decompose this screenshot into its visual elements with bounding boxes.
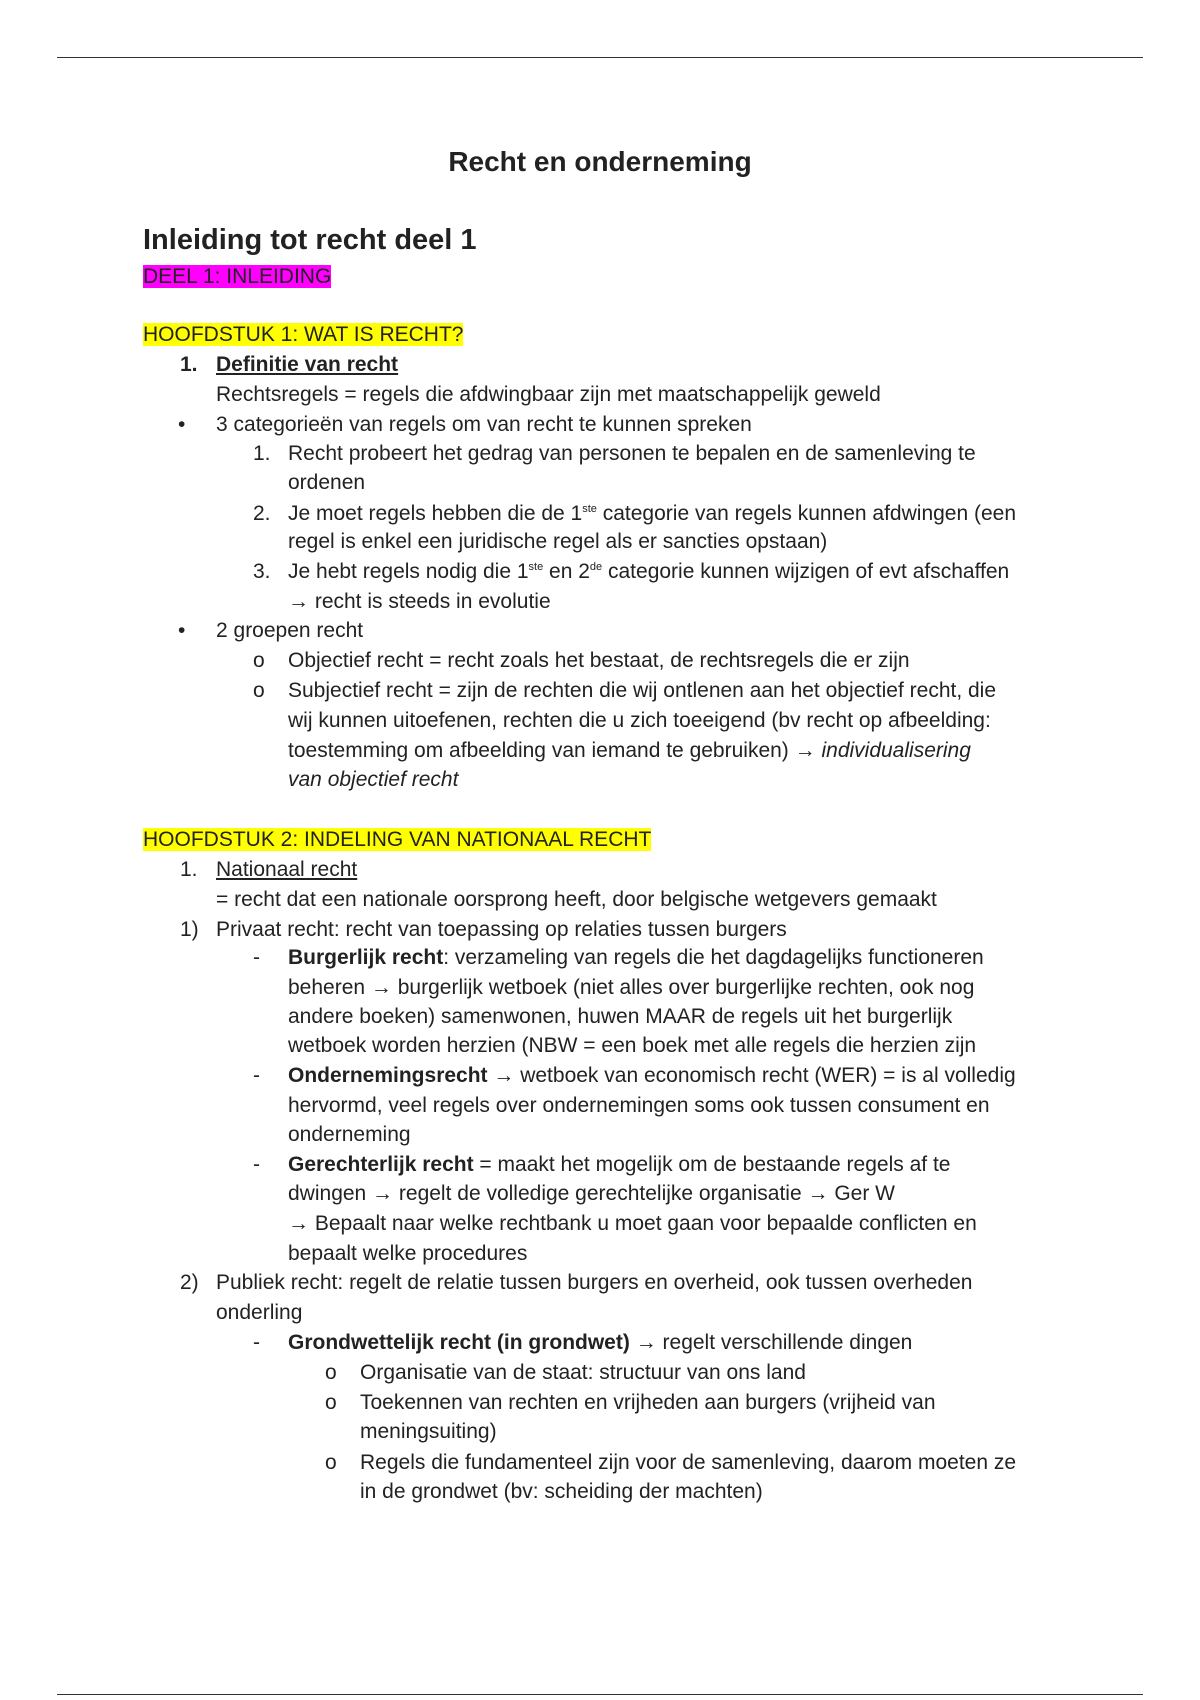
private-law: Privaat recht: recht van toepassing op relaties tussen burgers bbox=[216, 918, 787, 941]
constitution-point1: Organisatie van de staat: structuur van ons land bbox=[360, 1361, 806, 1384]
civil-law-line3: andere boeken) samenwonen, huwen MAAR de regels uit het burgerlijk bbox=[288, 1005, 953, 1028]
chapter1-title: HOOFDSTUK 1: WAT IS RECHT? bbox=[143, 323, 464, 346]
section-heading: Inleiding tot recht deel 1 bbox=[143, 224, 477, 256]
subjective-line2: wij kunnen uitoefenen, rechten die u zich toeeigend (bv recht op afbeelding: bbox=[288, 709, 991, 732]
civil-law-line1: Burgerlijk recht: verzameling van regels die het dagdagelijks functioneren bbox=[288, 946, 984, 969]
judicial-law-line2: dwingen → regelt de volledige gerechtelijke organisatie → Ger W bbox=[288, 1182, 895, 1205]
document-title: Recht en onderneming bbox=[448, 146, 752, 177]
business-law-line2: hervormd, veel regels over ondernemingen soms ook tussen consument en bbox=[288, 1094, 990, 1117]
dash-marker: - bbox=[253, 1064, 260, 1087]
public-law-line2: onderling bbox=[216, 1301, 303, 1324]
ch2-item1-title: Nationaal recht bbox=[216, 858, 358, 881]
cat1-line1: Recht probeert het gedrag van personen te bepalen en de samenleving te bbox=[288, 442, 976, 465]
subjective-line4: van objectief recht bbox=[288, 768, 459, 791]
cat3-number: 3. bbox=[253, 560, 271, 583]
constitution-point2-line1: Toekennen van rechten en vrijheden aan burgers (vrijheid van bbox=[360, 1391, 936, 1414]
header-rule bbox=[57, 57, 1143, 58]
ch1-item1-number: 1. bbox=[180, 353, 198, 376]
ch2-item1-number: 1. bbox=[180, 858, 198, 881]
cat3-line2: → recht is steeds in evolutie bbox=[288, 590, 551, 613]
ch1-definition: Rechtsregels = regels die afdwingbaar zijn met maatschappelijk geweld bbox=[216, 383, 881, 406]
judicial-law-line1: Gerechterlijk recht = maakt het mogelijk om de bestaande regels af te bbox=[288, 1153, 951, 1176]
subjective-line1: Subjectief recht = zijn de rechten die wij ontlenen aan het objectief recht, die bbox=[288, 679, 997, 702]
bullet-marker: • bbox=[178, 413, 186, 436]
cat2-line2: regel is enkel een juridische regel als er sancties opstaan) bbox=[288, 530, 828, 553]
footer-rule bbox=[57, 1694, 1143, 1695]
business-law-line3: onderneming bbox=[288, 1123, 411, 1146]
dash-marker: - bbox=[253, 1331, 260, 1354]
business-law-line1: Ondernemingsrecht → wetboek van economisch recht (WER) = is al volledig bbox=[288, 1064, 1016, 1087]
cat2-number: 2. bbox=[253, 502, 271, 525]
chapter2-title: HOOFDSTUK 2: INDELING VAN NATIONAAL RECHT bbox=[143, 828, 652, 851]
circle-marker: o bbox=[253, 679, 265, 702]
bullet-marker: • bbox=[178, 619, 186, 642]
cat2-line1: Je moet regels hebben die de 1ste categorie van regels kunnen afdwingen (een bbox=[288, 502, 1017, 525]
constitutional-law: Grondwettelijk recht (in grondwet) → regelt verschillende dingen bbox=[288, 1331, 913, 1354]
objective-right: Objectief recht = recht zoals het bestaat, de rechtsregels die er zijn bbox=[288, 649, 910, 672]
private-law-number: 1) bbox=[180, 918, 199, 941]
cat1-line2: ordenen bbox=[288, 471, 366, 494]
cat1-number: 1. bbox=[253, 442, 271, 465]
constitution-point3-line2: in de grondwet (bv: scheiding der machten) bbox=[360, 1480, 763, 1503]
cat3-line1: Je hebt regels nodig die 1ste en 2de categorie kunnen wijzigen of evt afschaffen bbox=[288, 560, 1010, 583]
judicial-law-line3: → Bepaalt naar welke rechtbank u moet gaan voor bepaalde conflicten en bbox=[288, 1212, 977, 1235]
circle-marker: o bbox=[325, 1361, 337, 1384]
constitution-point3-line1: Regels die fundamenteel zijn voor de samenleving, daarom moeten ze bbox=[360, 1451, 1017, 1474]
circle-marker: o bbox=[253, 649, 265, 672]
ch1-bullet1: 3 categorieën van regels om van recht te kunnen spreken bbox=[216, 413, 752, 436]
ch1-item1-title: Definitie van recht bbox=[216, 353, 399, 376]
judicial-law-line4: bepaalt welke procedures bbox=[288, 1242, 528, 1265]
dash-marker: - bbox=[253, 1153, 260, 1176]
ch1-bullet2: 2 groepen recht bbox=[216, 619, 364, 642]
part-label: DEEL 1: INLEIDING bbox=[143, 265, 332, 288]
constitution-point2-line2: meningsuiting) bbox=[360, 1420, 497, 1443]
circle-marker: o bbox=[325, 1451, 337, 1474]
civil-law-line2: beheren → burgerlijk wetboek (niet alles over burgerlijke rechten, ook nog bbox=[288, 976, 975, 999]
public-law-line1: Publiek recht: regelt de relatie tussen burgers en overheid, ook tussen overheden bbox=[216, 1271, 973, 1294]
public-law-number: 2) bbox=[180, 1271, 199, 1294]
dash-marker: - bbox=[253, 946, 260, 969]
circle-marker: o bbox=[325, 1391, 337, 1414]
ch2-item1-definition: = recht dat een nationale oorsprong heeft, door belgische wetgevers gemaakt bbox=[216, 888, 937, 911]
subjective-line3: toestemming om afbeelding van iemand te gebruiken) → individualisering bbox=[288, 739, 971, 762]
civil-law-line4: wetboek worden herzien (NBW = een boek met alle regels die herzien zijn bbox=[288, 1034, 977, 1057]
